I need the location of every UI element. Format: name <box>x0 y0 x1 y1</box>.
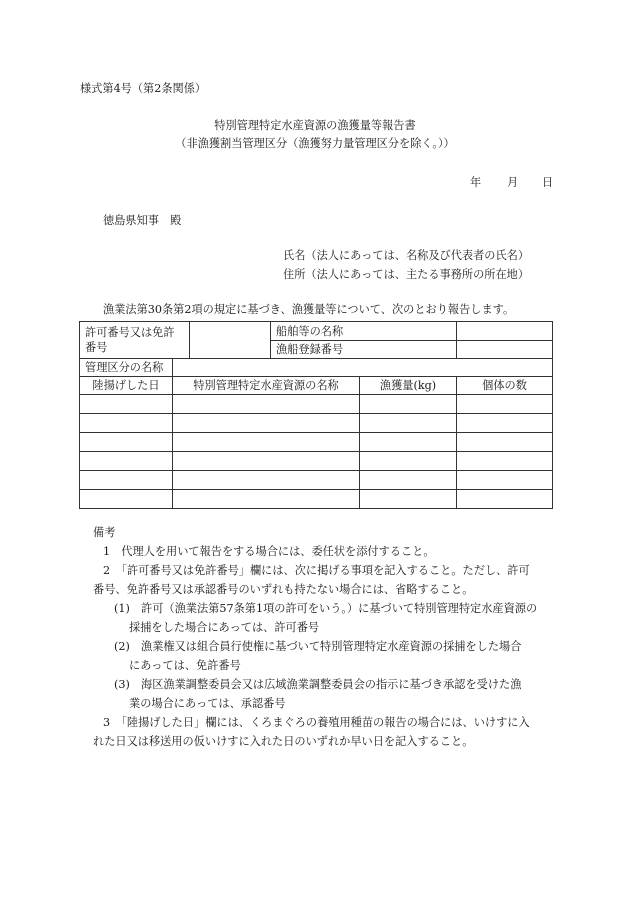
catch-amount-cell[interactable] <box>360 414 457 433</box>
report-subtitle: （非漁獲割当管理区分（漁獲努力量管理区分を除く。）） <box>175 137 455 150</box>
individual-count-cell[interactable] <box>457 452 553 471</box>
note-2-item1-line1: (1) 許可（漁業法第57条第1項の許可をいう。）に基づいて特別管理特定水産資源の <box>114 602 538 615</box>
catch-amount-cell[interactable] <box>360 471 457 490</box>
form-number: 様式第4号（第2条関係） <box>80 82 207 95</box>
header-landing-date: 陸揚げした日 <box>80 377 173 395</box>
header-catch-amount: 漁獲量(kg) <box>360 377 457 395</box>
note-2-item2-line1: (2) 漁業権又は組合員行使権に基づいて特別管理特定水産資源の採捕をした場合 <box>114 640 522 653</box>
landing-date-cell[interactable] <box>80 452 173 471</box>
note-2-line2: 番号、免許番号又は承認番号のいずれも持たない場合には、省略すること。 <box>93 583 474 596</box>
table-row <box>80 452 553 471</box>
note-3-line2: れた日又は移送用の仮いけすに入れた日のいずれか早い日を記入すること。 <box>93 735 474 748</box>
note-2-item3-line1: (3) 海区漁業調整委員会又は広域漁業調整委員会の指示に基づき承認を受けた漁 <box>114 678 522 691</box>
vessel-registration-label: 漁船登録番号 <box>271 341 457 359</box>
table-row <box>80 395 553 414</box>
permit-number-label: 許可番号又は免許番号 <box>80 322 190 359</box>
resource-name-cell[interactable] <box>173 452 360 471</box>
reporter-address-label: 住所（法人にあっては、主たる事務所の所在地） <box>283 268 530 281</box>
reporter-name-label: 氏名（法人にあっては、名称及び代表者の氏名） <box>283 249 530 262</box>
report-table <box>79 321 553 509</box>
individual-count-cell[interactable] <box>457 414 553 433</box>
note-2-line1: 2 「許可番号又は免許番号」欄には、次に掲げる事項を記入すること。ただし、許可 <box>103 564 530 577</box>
resource-name-cell[interactable] <box>173 395 360 414</box>
catch-amount-cell[interactable] <box>360 452 457 471</box>
note-2-item2-line2: にあっては、免許番号 <box>129 659 241 672</box>
landing-date-cell[interactable] <box>80 433 173 452</box>
table-row <box>80 433 553 452</box>
note-3-line1: 3 「陸揚げした日」欄には、くろまぐろの養殖用種苗の報告の場合には、いけすに入 <box>103 716 530 729</box>
note-1: 1 代理人を用いて報告をする場合には、委任状を添付すること。 <box>103 545 435 558</box>
table-row <box>80 471 553 490</box>
note-2-item3-line2: 業の場合にあっては、承認番号 <box>129 697 286 710</box>
catch-amount-cell[interactable] <box>360 395 457 414</box>
individual-count-cell[interactable] <box>457 490 553 509</box>
vessel-name-label: 船舶等の名称 <box>271 322 457 341</box>
note-2-item1-line2: 採捕をした場合にあっては、許可番号 <box>129 621 320 634</box>
individual-count-cell[interactable] <box>457 471 553 490</box>
table-row <box>80 414 553 433</box>
individual-count-cell[interactable] <box>457 395 553 414</box>
management-category-label: 管理区分の名称 <box>80 359 173 377</box>
resource-name-cell[interactable] <box>173 433 360 452</box>
vessel-registration-field[interactable] <box>457 341 553 359</box>
table-row <box>80 490 553 509</box>
date-year-label: 年 <box>470 176 482 189</box>
notes-title: 備考 <box>93 526 116 539</box>
intro-text: 漁業法第30条第2項の規定に基づき、漁獲量等について、次のとおり報告します。 <box>103 303 515 316</box>
landing-date-cell[interactable] <box>80 490 173 509</box>
report-title: 特別管理特定水産資源の漁獲量等報告書 <box>214 119 416 132</box>
header-resource-name: 特別管理特定水産資源の名称 <box>173 377 360 395</box>
resource-name-cell[interactable] <box>173 414 360 433</box>
landing-date-cell[interactable] <box>80 414 173 433</box>
date-day-label: 日 <box>542 176 554 189</box>
addressee: 徳島県知事 殿 <box>103 214 182 227</box>
individual-count-cell[interactable] <box>457 433 553 452</box>
catch-amount-cell[interactable] <box>360 433 457 452</box>
management-category-field[interactable] <box>173 359 553 377</box>
resource-name-cell[interactable] <box>173 471 360 490</box>
header-individual-count: 個体の数 <box>457 377 553 395</box>
permit-number-field[interactable] <box>190 322 271 359</box>
vessel-name-field[interactable] <box>457 322 553 341</box>
catch-amount-cell[interactable] <box>360 490 457 509</box>
landing-date-cell[interactable] <box>80 395 173 414</box>
resource-name-cell[interactable] <box>173 490 360 509</box>
date-month-label: 月 <box>507 176 519 189</box>
landing-date-cell[interactable] <box>80 471 173 490</box>
